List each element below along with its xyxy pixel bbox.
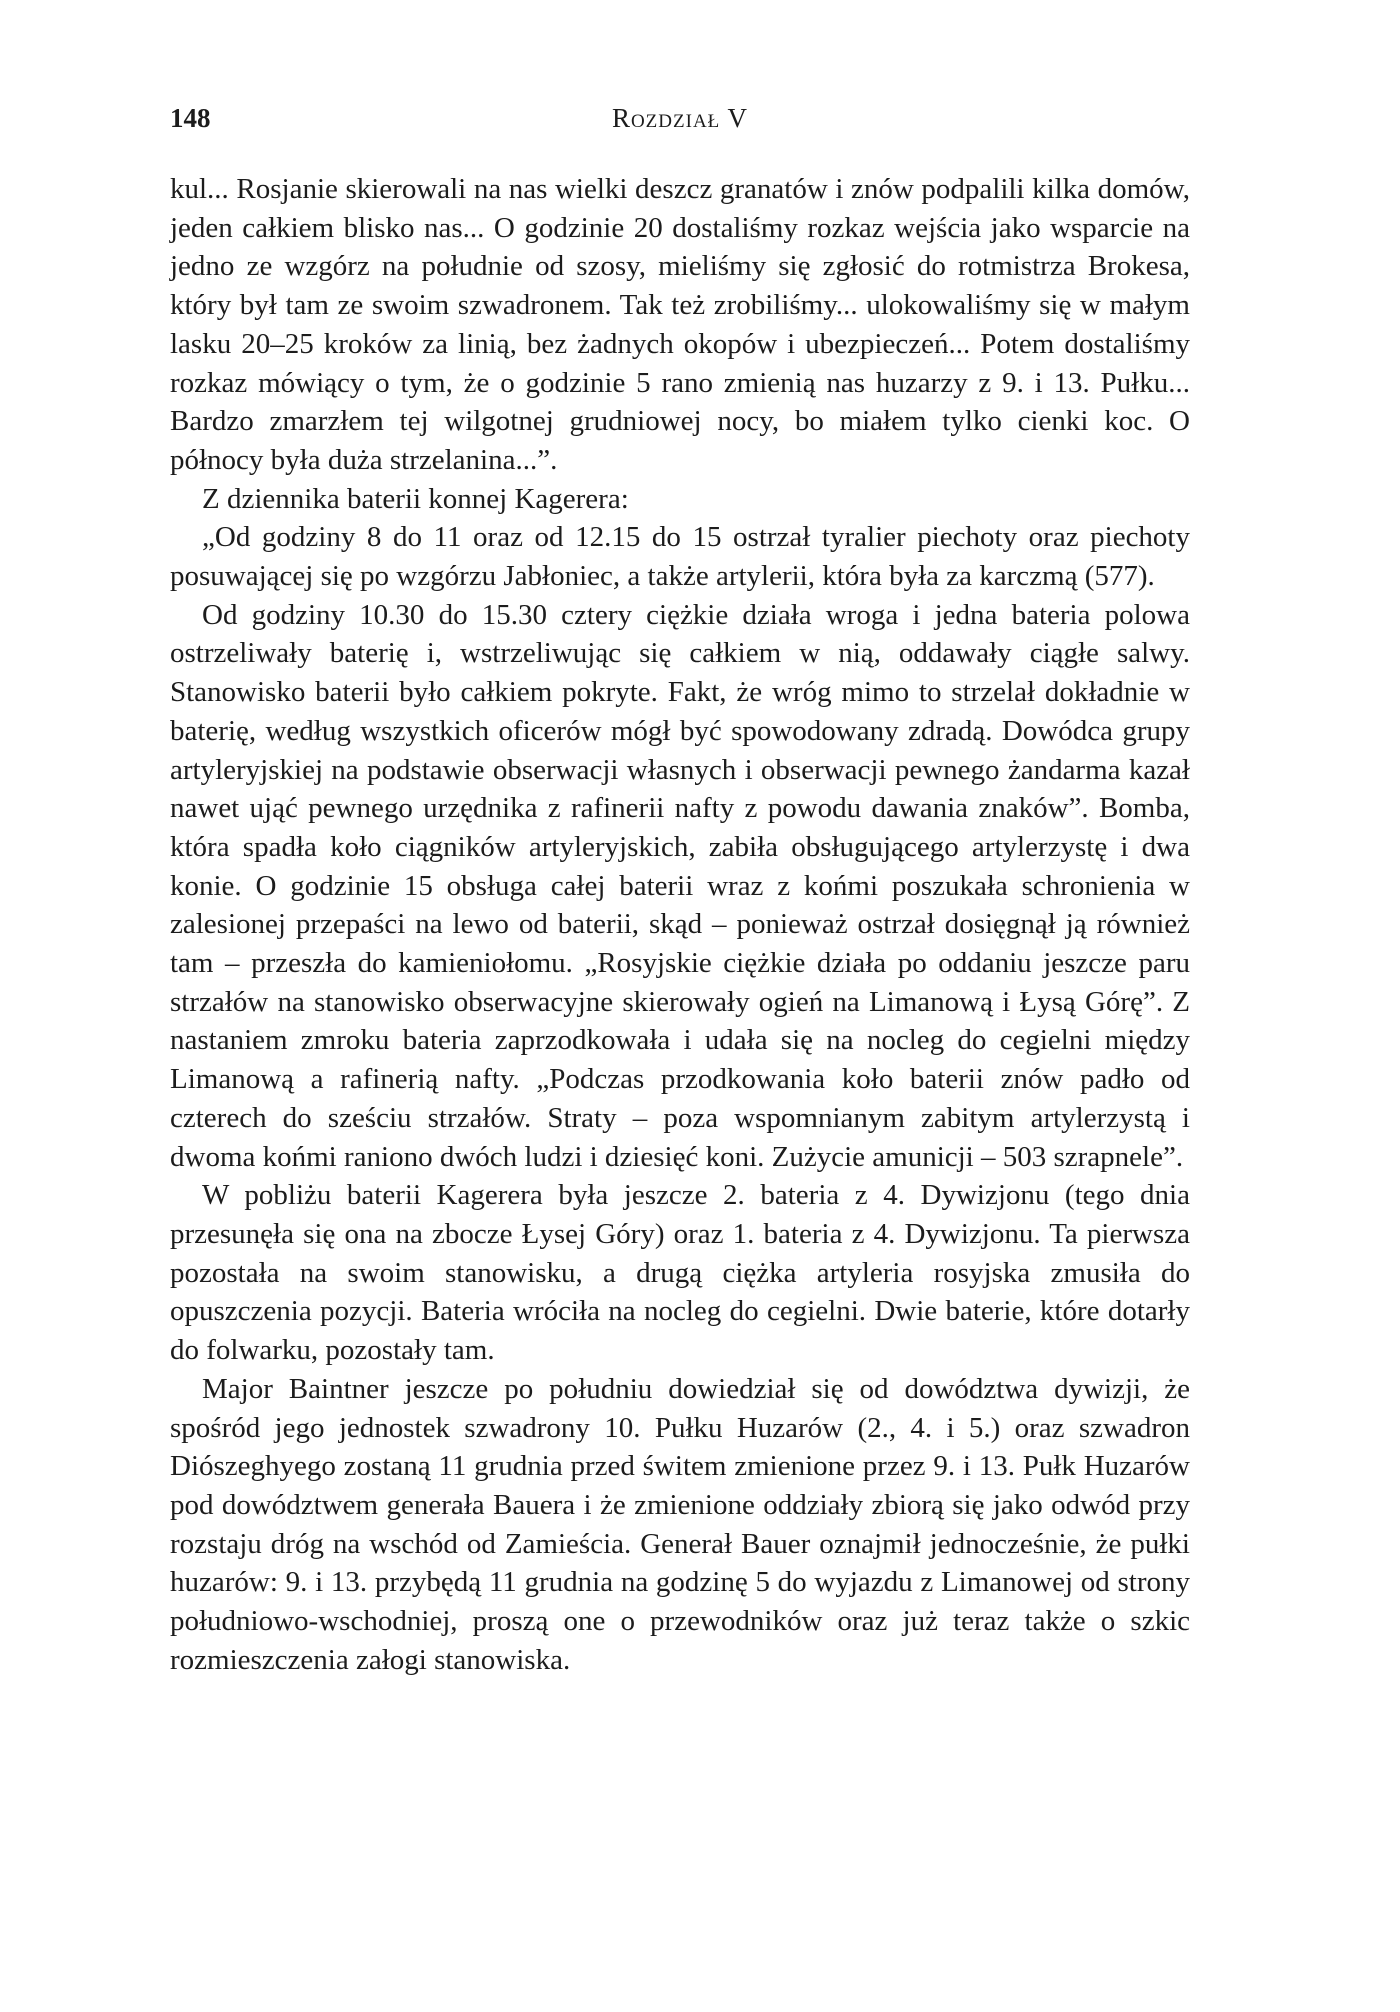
running-head [170, 100, 1190, 136]
paragraph-kagerera: W pobliżu baterii Kagerera była jeszcze 2. bateria z 4. Dywizjonu (tego dnia przesunęła się ona na zbocze Łysej Góry) oraz 1. bateria z 4. Dywizjonu. Ta pierwsza pozostała na swoim stanowisku, a drugą ciężka artyleria rosyjska zmusiła do opuszczenia pozycji. Bateria wróciła na nocleg do cegielni. Dwie baterie, które dotarły do folwarku, pozostały tam. [170, 1179, 1190, 1367]
page-number: 148 [170, 103, 211, 133]
chapter-title: Rozdział V [611, 103, 749, 133]
body-text [170, 170, 1190, 1679]
paragraph-continuation: kul... Rosjanie skierowali na nas wielki deszcz granatów i znów podpalili kilka domów, jeden całkiem blisko nas... O godzinie 20 dostaliśmy rozkaz wejścia jako wsparcie na jedno ze wzgórz na południe od szosy, mieliśmy się zgłosić do rotmistrza Brokesa, który był tam ze swoim szwadronem. Tak też zrobiliśmy... ulokowaliśmy się w małym lasku 20–25 kroków za linią, bez żadnych okopów i ubezpieczeń... Potem dostaliśmy rozkaz mówiący o tym, że o godzinie 5 rano zmienią nas huzarzy z 9. i 13. Pułku... Bardzo zmarzłem tej wilgotnej grudniowej nocy, bo miałem tylko cienki koc. O północy była duża strzelanina...”. [170, 173, 1190, 476]
paragraph-baintner: Major Baintner jeszcze po południu dowiedział się od dowództwa dywizji, że spośród jego jednostek szwadrony 10. Pułku Huzarów (2., 4. i 5.) oraz szwadron Diószeghyego zostaną 11 grudnia przed świtem zmienione przez 9. i 13. Pułk Huzarów pod dowództwem generała Bauera i że zmienione oddziały zbiorą się jako odwód przy rozstaju dróg na wschód od Zamieścia. Generał Bauer oznajmił jednocześnie, że pułki huzarów: 9. i 13. przybędą 11 grudnia na godzinę 5 do wyjazdu z Limanowej od strony południowo-wschodniej, proszą one o przewodników oraz już teraz także o szkic rozmieszczenia załogi stanowiska. [170, 1372, 1190, 1676]
paragraph-source-intro: Z dziennika baterii konnej Kagerera: [202, 482, 629, 515]
paragraph-quote-body: Od godziny 10.30 do 15.30 cztery ciężkie działa wroga i jedna bateria polowa ostrzeliwały baterię i, wstrzeliwując się całkiem w nią, oddawały ciągłe salwy. Stanowisko baterii było całkiem pokryte. Fakt, że wróg mimo to strzelał dokładnie w baterię, według wszystkich oficerów mógł być spowodowany zdradą. Dowódca grupy artyleryjskiej na podstawie obserwacji własnych i obserwacji pewnego żandarma kazał nawet ująć pewnego urzędnika z rafinerii nafty z powodu dawania znaków”. Bomba, która spadła koło ciągników artyleryjskich, zabiła obsługującego artylerzystę i dwa konie. O godzinie 15 obsługa całej baterii wraz z końmi poszukała schronienia w zalesionej przepaści na lewo od baterii, skąd – ponieważ ostrzał dosięgnął ją również tam – przeszła do kamieniołomu. „Rosyjskie ciężkie działa po oddaniu jeszcze paru strzałów na stanowisko obserwacyjne skierowały ogień na Limanową i Łysą Górę”. Z nastaniem zmroku bateria zaprzodkowała i udała się na nocleg do cegielni między Limanową a rafinerią nafty. „Podczas przodkowania koło baterii znów padło od czterech do sześciu strzałów. Straty – poza wspomnianym zabitym artylerzystą i dwoma końmi raniono dwóch ludzi i dziesięć koni. Zużycie amunicji – 503 szrapnele”. [170, 598, 1190, 1173]
paragraph-quote-start: „Od godziny 8 do 11 oraz od 12.15 do 15 ostrzał tyralier piechoty oraz piechoty posuwającej się po wzgórzu Jabłoniec, a także artylerii, która była za karczmą (577). [170, 521, 1190, 593]
